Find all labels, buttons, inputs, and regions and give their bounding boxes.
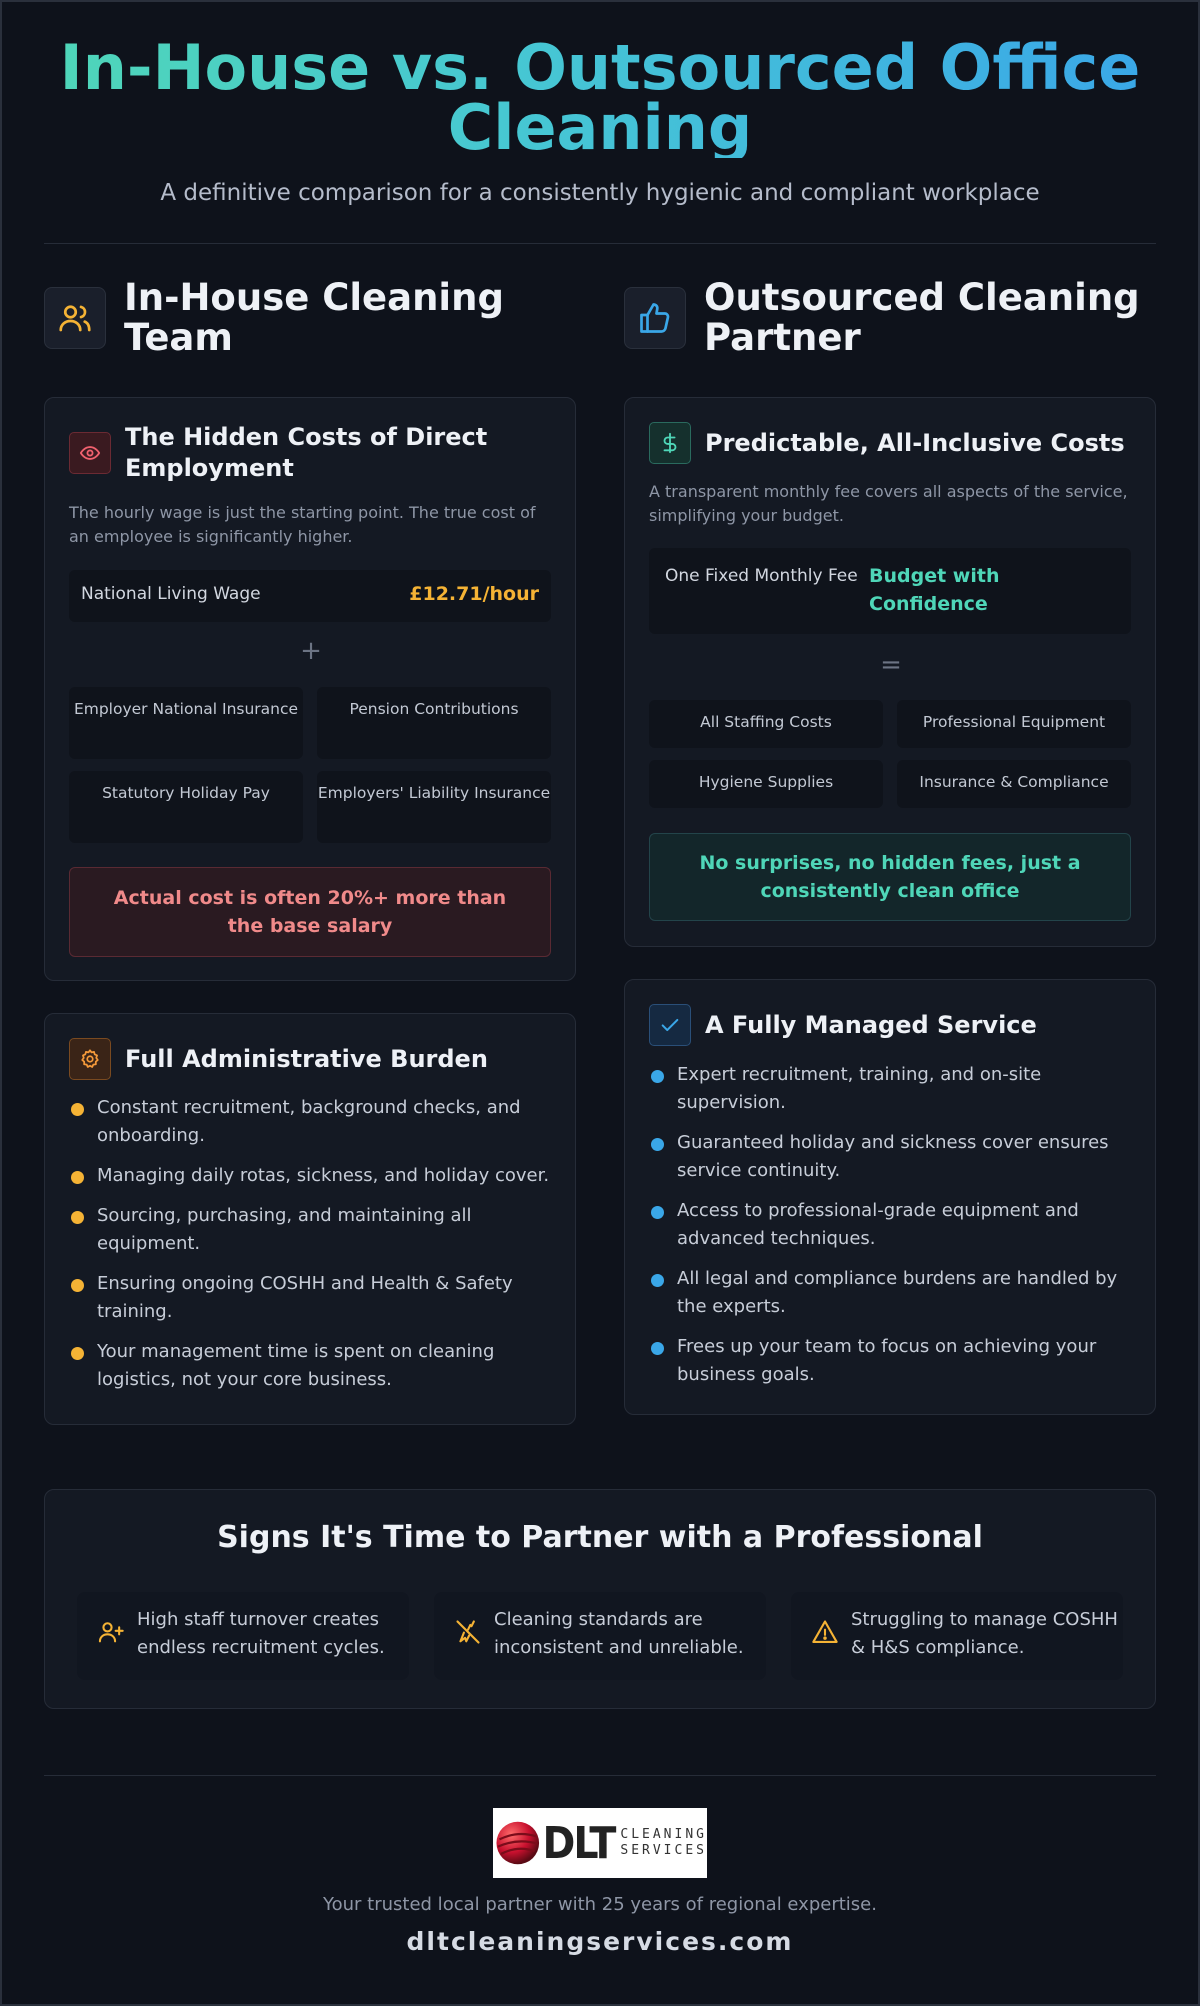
eye-icon	[69, 432, 111, 474]
header-divider	[44, 243, 1156, 244]
sign-card	[791, 1592, 1123, 1680]
list-item: Managing daily rotas, sickness, and holiday cover.	[69, 1162, 559, 1190]
warning-icon	[805, 1618, 845, 1646]
outsourced-heading-title: Outsourced Cleaning Partner	[704, 276, 1140, 359]
equals-operator: =	[880, 650, 902, 680]
sign-card	[77, 1592, 409, 1680]
outsourced-heading	[624, 278, 1156, 358]
wage-row	[69, 570, 551, 622]
logo-sub-2: SERVICES	[620, 1843, 707, 1858]
list-item: Your management time is spent on cleaning logistics, not your core business.	[69, 1338, 559, 1394]
list-item: Expert recruitment, training, and on-site supervision.	[649, 1061, 1139, 1117]
broom-off-icon	[448, 1618, 488, 1646]
included-item: Hygiene Supplies	[649, 760, 883, 808]
included-item: Insurance & Compliance	[897, 760, 1131, 808]
outsourced-costs-description: A transparent monthly fee covers all aspects of the service, simplifying your budget.	[649, 482, 1128, 525]
cost-item: Employer National Insurance	[69, 687, 303, 759]
managed-service-list	[649, 1061, 1139, 1401]
page-subtitle: A definitive comparison for a consistently hygienic and compliant workplace	[160, 180, 1040, 206]
inhouse-costs-description: The hourly wage is just the starting point. The true cost of an employee is significantly higher.	[69, 503, 536, 546]
list-item: Frees up your team to focus on achieving your business goals.	[649, 1333, 1139, 1389]
outsourced-managed-card	[624, 979, 1156, 1415]
fee-row	[649, 548, 1131, 634]
logo-sub-1: CLEANING	[620, 1827, 707, 1842]
footer-tagline: Your trusted local partner with 25 years of regional expertise.	[323, 1894, 877, 1915]
hidden-cost-alert: Actual cost is often 20%+ more than the base salary	[69, 867, 551, 957]
inhouse-admin-card	[44, 1013, 576, 1425]
list-item: All legal and compliance burdens are handled by the experts.	[649, 1265, 1139, 1321]
fee-value: Budget with Confidence	[869, 565, 1000, 615]
inhouse-heading	[44, 278, 574, 358]
thumbs-up-icon	[624, 287, 686, 349]
gear-icon	[69, 1038, 111, 1080]
list-item: Ensuring ongoing COSHH and Health & Safety training.	[69, 1270, 559, 1326]
dollar-icon	[649, 422, 691, 464]
wage-label: National Living Wage	[81, 584, 261, 604]
outsourced-managed-title: A Fully Managed Service	[705, 1010, 1037, 1039]
cost-item: Pension Contributions	[317, 687, 551, 759]
list-item: Sourcing, purchasing, and maintaining all equipment.	[69, 1202, 559, 1258]
users-icon	[44, 287, 106, 349]
footer-divider	[44, 1775, 1156, 1776]
check-icon	[649, 1004, 691, 1046]
outsourced-costs-title: Predictable, All-Inclusive Costs	[705, 428, 1125, 457]
inhouse-heading-title: In-House Cleaning Team	[124, 276, 504, 359]
signs-title: Signs It's Time to Partner with a Professional	[217, 1520, 983, 1555]
fee-label: One Fixed Monthly Fee	[665, 566, 858, 586]
outsourced-managed-header	[649, 1004, 1037, 1046]
inhouse-costs-title: The Hidden Costs of Direct Employment	[125, 423, 488, 482]
outsourced-costs-header	[649, 422, 1125, 464]
plus-operator: +	[300, 636, 322, 666]
list-item: Access to professional-grade equipment and advanced techniques.	[649, 1197, 1139, 1253]
list-item: Constant recruitment, background checks, and onboarding.	[69, 1094, 559, 1150]
sign-card	[434, 1592, 766, 1680]
inhouse-admin-title: Full Administrative Burden	[125, 1044, 488, 1073]
cost-item: Statutory Holiday Pay	[69, 771, 303, 843]
list-item: Guaranteed holiday and sickness cover ensures service continuity.	[649, 1129, 1139, 1185]
logo-sphere-icon	[495, 1812, 541, 1874]
page-title: In-House vs. Outsourced Office Cleaning	[44, 38, 1156, 158]
outsourced-costs-card	[624, 397, 1156, 947]
cost-item: Employers' Liability Insurance	[317, 771, 551, 843]
wage-value: £12.71/hour	[409, 583, 539, 605]
no-surprises-alert: No surprises, no hidden fees, just a consistently clean office	[649, 833, 1131, 921]
inhouse-costs-card	[44, 397, 576, 981]
signs-section	[44, 1489, 1156, 1709]
admin-burden-list	[69, 1094, 559, 1406]
logo-text: DLT	[542, 1817, 615, 1869]
sign-text: Cleaning standards are inconsistent and unreliable.	[494, 1609, 744, 1658]
included-item: Professional Equipment	[897, 700, 1131, 748]
company-logo	[493, 1808, 707, 1878]
sign-text: Struggling to manage COSHH & H&S compliance.	[851, 1609, 1118, 1658]
inhouse-admin-header	[69, 1038, 488, 1080]
included-item: All Staffing Costs	[649, 700, 883, 748]
website-link[interactable]: dltcleaningservices.com	[406, 1927, 794, 1956]
user-plus-icon	[91, 1618, 131, 1646]
inhouse-costs-header	[69, 422, 549, 484]
sign-text: High staff turnover creates endless recruitment cycles.	[137, 1609, 385, 1658]
